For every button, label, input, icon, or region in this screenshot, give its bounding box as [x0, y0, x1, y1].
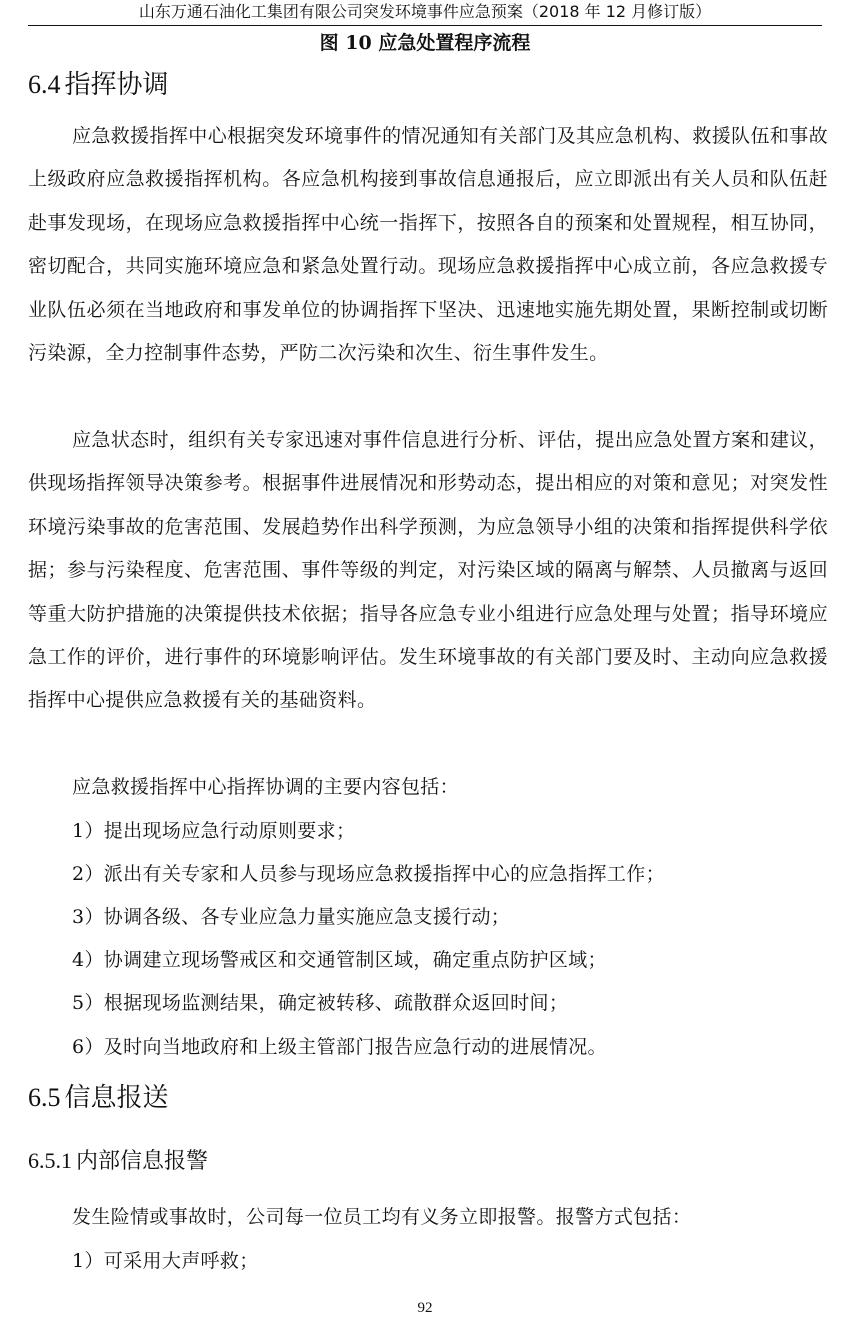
paragraph-coordination-intro: 应急救援指挥中心指挥协调的主要内容包括：	[72, 776, 460, 798]
list-item: 2）派出有关专家和人员参与现场应急救援指挥中心的应急指挥工作；	[72, 863, 665, 885]
list-item: 4）协调建立现场警戒区和交通管制区域，确定重点防护区域；	[72, 949, 607, 971]
section-heading-6-5-1	[28, 1145, 830, 1178]
section-heading-6-4	[28, 67, 830, 103]
paragraph-emergency-state: 应急状态时，组织有关专家迅速对事件信息进行分析、评估，提出应急处置方案和建议，供现场指挥领导决策参考。根据事件进展情况和形势动态，提出相应的对策和意见；对突发性环境污染事故的危害范围、发展趋势作出科学预测，为应急领导小组的决策和指挥提供科学依据；参与污染程度、危害范围、事件等级的判定，对污染区域的隔离与解禁、人员撤离与返回等重大防护措施的决策提供技术依据；指导各应急专业小组进行应急处理与处置；指导环境应急工作的评价，进行事件的环境影响评估。发生环境事故的有关部门要及时、主动向应急救援指挥中心提供应急救援有关的基础资料。	[28, 429, 828, 712]
running-header: 山东万通石油化工集团有限公司突发环境事件应急预案（2018 年 12 月修订版）	[138, 2, 712, 21]
figure-caption: 图 10 应急处置程序流程	[319, 32, 531, 54]
list-item: 6）及时向当地政府和上级主管部门报告应急行动的进展情况。	[72, 1036, 607, 1058]
section-heading-6-5	[28, 1080, 830, 1116]
section-title: 内部信息报警	[76, 1149, 209, 1174]
list-item: 1）提出现场应急行动原则要求；	[72, 820, 356, 842]
list-item: 3）协调各级、各专业应急力量实施应急支援行动；	[72, 906, 511, 928]
paragraph-internal-alarm: 发生险情或事故时，公司每一位员工均有义务立即报警。报警方式包括：	[72, 1206, 692, 1228]
section-number: 6.5.1	[28, 1148, 72, 1173]
section-number: 6.4	[28, 70, 61, 99]
section-number: 6.5	[28, 1083, 61, 1112]
section-title: 信息报送	[64, 1083, 169, 1113]
page-number: 92	[417, 1300, 433, 1316]
paragraph-command-center: 应急救援指挥中心根据突发环境事件的情况通知有关部门及其应急机构、救援队伍和事故上级政府应急救援指挥机构。各应急机构接到事故信息通报后，应立即派出有关人员和队伍赶赴事发现场，在现场应急救援指挥中心统一指挥下，按照各自的预案和处置规程，相互协同，密切配合，共同实施环境应急和紧急处置行动。现场应急救援指挥中心成立前，各应急救援专业队伍必须在当地政府和事发单位的协调指挥下坚决、迅速地实施先期处置，果断控制或切断污染源，全力控制事件态势，严防二次污染和次生、衍生事件发生。	[28, 125, 828, 365]
list-item: 1）可采用大声呼救；	[72, 1250, 259, 1272]
header-rule	[28, 25, 822, 26]
section-title: 指挥协调	[64, 70, 169, 100]
list-item: 5）根据现场监测结果，确定被转移、疏散群众返回时间；	[72, 992, 569, 1014]
